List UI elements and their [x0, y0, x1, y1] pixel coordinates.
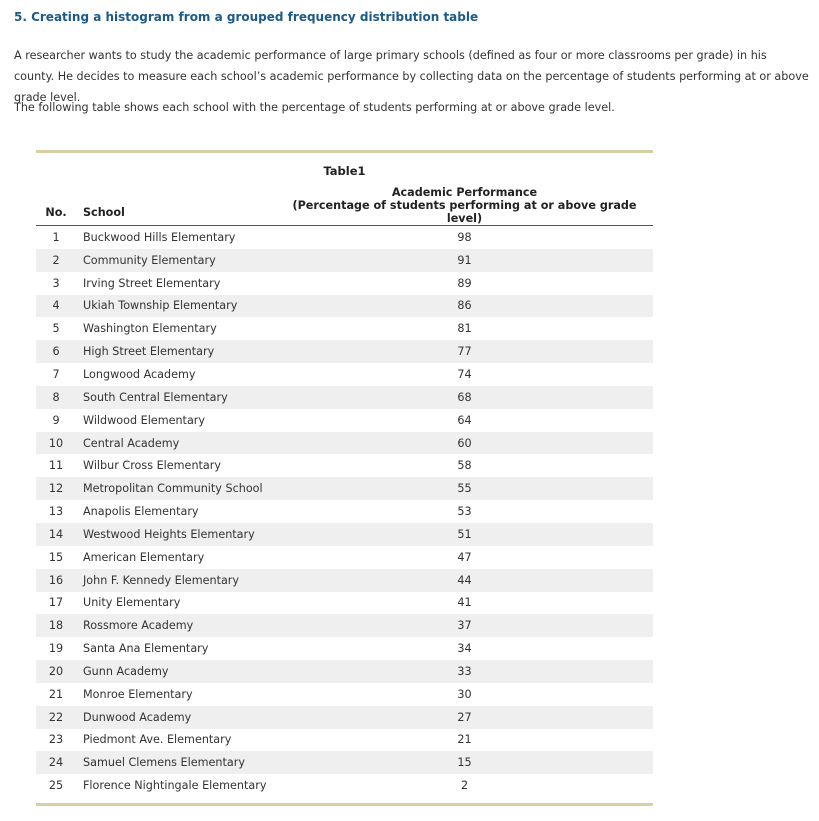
- cell-no: 5: [52, 322, 60, 336]
- cell-performance: 60: [276, 432, 653, 455]
- cell-no: 12: [36, 477, 76, 500]
- problem-title: 5. Creating a histogram from a grouped frequency distribution table: [14, 10, 479, 24]
- cell-performance: 37: [276, 614, 653, 637]
- cell-performance: 55: [276, 477, 653, 500]
- cell-no: 3: [52, 276, 60, 290]
- cell-no: 22: [36, 706, 76, 729]
- cell-school: Samuel Clemens Elementary: [76, 751, 276, 774]
- cell-school: Anapolis Elementary: [83, 505, 199, 519]
- cell-school: Irving Street Elementary: [83, 276, 221, 290]
- table-row: [36, 523, 653, 546]
- cell-performance: 34: [457, 642, 472, 656]
- table-caption: [36, 161, 653, 181]
- table-row: [36, 637, 653, 660]
- cell-no: 25: [48, 779, 64, 793]
- table-row: [36, 249, 653, 272]
- table-bottom-rule: [36, 803, 653, 806]
- cell-school: Monroe Elementary: [83, 687, 193, 701]
- table-row: [36, 317, 653, 340]
- cell-school: Metropolitan Community School: [76, 477, 276, 500]
- cell-performance: 2: [460, 779, 469, 793]
- table-caption-text: Table1: [323, 164, 366, 178]
- header-performance-line2: (Percentage of students performing at or above grade level): [276, 199, 653, 226]
- cell-school: Wilbur Cross Elementary: [83, 459, 221, 473]
- cell-school: Florence Nightingale Elementary: [83, 779, 267, 793]
- table-top-rule: [36, 150, 653, 153]
- cell-no: 18: [36, 614, 76, 637]
- table-row: [36, 226, 653, 249]
- cell-performance: 58: [457, 459, 472, 473]
- cell-no: 2: [36, 249, 76, 272]
- cell-no: 17: [48, 596, 64, 610]
- cell-no: 10: [36, 432, 76, 455]
- cell-performance: 44: [276, 569, 653, 592]
- cell-performance: 51: [276, 523, 653, 546]
- table-row: [36, 454, 653, 477]
- header-no: No.: [36, 199, 76, 226]
- table-row: [36, 706, 653, 729]
- cell-no: 14: [36, 523, 76, 546]
- cell-no: 23: [48, 733, 64, 747]
- cell-school: Longwood Academy: [83, 367, 196, 381]
- cell-school: Community Elementary: [76, 249, 276, 272]
- cell-no: 16: [36, 569, 76, 592]
- table-row: [36, 592, 653, 615]
- header-school: School: [76, 199, 276, 226]
- cell-performance: 53: [457, 505, 472, 519]
- cell-school: Piedmont Ave. Elementary: [83, 733, 232, 747]
- table-row: [36, 729, 653, 752]
- table-row: [36, 660, 653, 683]
- cell-no: 8: [36, 386, 76, 409]
- cell-performance: 30: [457, 687, 472, 701]
- cell-performance: 74: [457, 367, 472, 381]
- table-row: [36, 477, 653, 500]
- cell-school: Gunn Academy: [76, 660, 276, 683]
- cell-performance: 89: [457, 276, 472, 290]
- cell-performance: 91: [276, 249, 653, 272]
- cell-school: Rossmore Academy: [76, 614, 276, 637]
- cell-no: 13: [48, 505, 64, 519]
- cell-performance: 81: [457, 322, 472, 336]
- table-row: [36, 432, 653, 455]
- table-row: [36, 500, 653, 523]
- cell-school: Dunwood Academy: [76, 706, 276, 729]
- cell-school: Ukiah Township Elementary: [76, 295, 276, 318]
- cell-performance: 15: [276, 751, 653, 774]
- cell-no: 7: [52, 367, 60, 381]
- cell-performance: 21: [457, 733, 472, 747]
- cell-performance: 41: [457, 596, 472, 610]
- cell-no: 20: [36, 660, 76, 683]
- cell-school: Westwood Heights Elementary: [76, 523, 276, 546]
- table-row: [36, 363, 653, 386]
- cell-performance: 33: [276, 660, 653, 683]
- table-row: [36, 272, 653, 295]
- cell-performance: 68: [276, 386, 653, 409]
- table-row: [36, 774, 653, 797]
- cell-school: American Elementary: [83, 550, 205, 564]
- cell-no: 11: [48, 459, 64, 473]
- table-row: [36, 683, 653, 706]
- cell-performance: 77: [276, 340, 653, 363]
- cell-school: Buckwood Hills Elementary: [83, 230, 236, 244]
- cell-performance: 98: [457, 230, 472, 244]
- table-row: [36, 614, 653, 637]
- cell-school: High Street Elementary: [76, 340, 276, 363]
- table-row: [36, 751, 653, 774]
- cell-performance: 27: [276, 706, 653, 729]
- table-row: [36, 409, 653, 432]
- cell-no: 4: [36, 295, 76, 318]
- cell-no: 9: [52, 413, 60, 427]
- table-body: [36, 226, 653, 798]
- table-row: [36, 546, 653, 569]
- cell-school: Santa Ana Elementary: [83, 642, 209, 656]
- problem-paragraph-table-intro: The following table shows each school with the percentage of students performing at or above grade level.: [14, 101, 615, 114]
- cell-school: Unity Elementary: [83, 596, 181, 610]
- cell-school: Wildwood Elementary: [83, 413, 206, 427]
- cell-no: 21: [48, 687, 64, 701]
- table-row: [36, 295, 653, 318]
- cell-no: 1: [52, 230, 60, 244]
- schools-table: [36, 181, 653, 797]
- cell-school: Washington Elementary: [83, 322, 217, 336]
- cell-school: Central Academy: [76, 432, 276, 455]
- table-row: [36, 340, 653, 363]
- header-performance-line1: Academic Performance: [391, 186, 538, 199]
- cell-school: John F. Kennedy Elementary: [76, 569, 276, 592]
- cell-performance: 64: [457, 413, 472, 427]
- cell-no: 24: [36, 751, 76, 774]
- table-row: [36, 386, 653, 409]
- cell-performance: 86: [276, 295, 653, 318]
- cell-performance: 47: [457, 550, 472, 564]
- cell-no: 19: [48, 642, 64, 656]
- cell-school: South Central Elementary: [76, 386, 276, 409]
- cell-no: 15: [48, 550, 64, 564]
- schools-table-container: [36, 150, 653, 806]
- table-row: [36, 569, 653, 592]
- cell-no: 6: [36, 340, 76, 363]
- problem-paragraph-intro: A researcher wants to study the academic performance of large primary schools (defined as four or more classrooms per grade) in his county. He decides to measure each school’s academic performance by collecting data on the percentage of students performing at or above grade level.: [14, 49, 809, 104]
